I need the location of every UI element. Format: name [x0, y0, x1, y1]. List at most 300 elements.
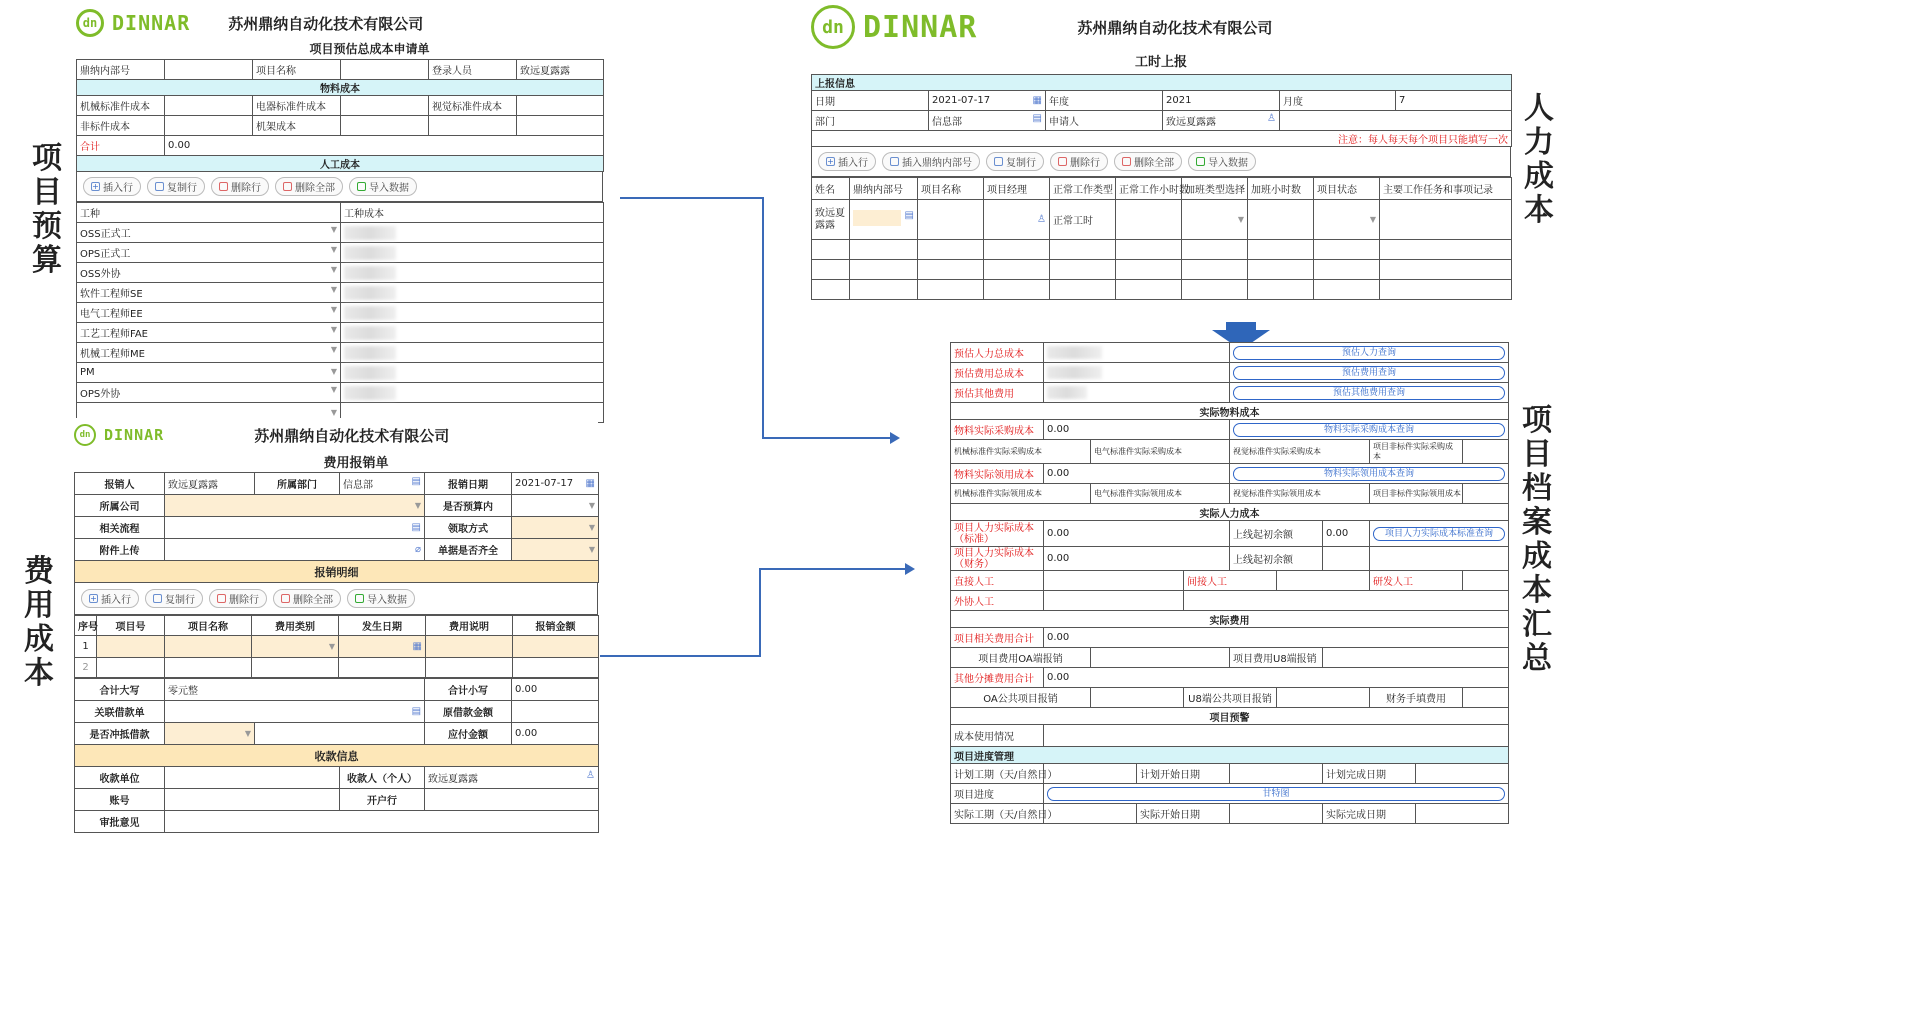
field-label: 外协人工 — [951, 591, 1044, 611]
dinnar-logo: dn DINNAR — [811, 5, 977, 49]
field-label: 相关流程 — [75, 517, 165, 539]
calendar-icon: ▦ — [585, 478, 595, 489]
archive-cost-form — [950, 342, 1508, 821]
field-label: 上线起初余额 — [1230, 521, 1323, 547]
chevron-down-icon: ▼ — [330, 285, 337, 294]
insert-row-button[interactable]: + 插入行 — [83, 177, 141, 196]
notice-text: 注意：每人每天每个项目只能填写一次 — [812, 131, 1512, 147]
calendar-icon: ▦ — [1032, 95, 1042, 106]
applicant-field[interactable]: 致远夏露露 ♙ — [1163, 111, 1280, 131]
field-label: 项目相关费用合计 — [951, 628, 1044, 648]
section-header: 实际费用 — [951, 611, 1509, 628]
section-header: 人工成本 — [77, 156, 604, 172]
field-label: 视觉标准件实际采购成本 — [1230, 440, 1370, 464]
field-label: 机械标准件成本 — [77, 96, 165, 116]
select-icon: ▤ — [904, 210, 914, 221]
delete-row-button[interactable]: 删除行 — [209, 589, 267, 608]
manager-cell[interactable] — [984, 200, 1050, 240]
field-value: 0.00 — [1044, 464, 1230, 484]
expense-detail-table — [74, 615, 599, 678]
field-label: 直接人工 — [951, 571, 1044, 591]
job-cost[interactable] — [341, 263, 604, 283]
column-header: 主要工作任务和事项记录 — [1380, 178, 1512, 200]
chevron-down-icon: ▼ — [414, 501, 421, 510]
field-label: 计划开始日期 — [1137, 764, 1230, 784]
date-field[interactable]: 2021-07-17 ▦ — [929, 91, 1046, 111]
purchase-cost-query-button[interactable]: 物料实际采购成本查询 — [1233, 423, 1505, 437]
import-data-button[interactable]: 导入数据 — [1188, 152, 1256, 171]
empty-cell — [517, 116, 604, 136]
dept-number-cell[interactable] — [850, 200, 918, 240]
job-select[interactable]: 机械工程师ME ▼ — [77, 343, 341, 363]
field-label: 视觉标准件实际领用成本 — [1230, 484, 1370, 504]
field-label: 部门 — [812, 111, 929, 131]
field-label: 非标件成本 — [77, 116, 165, 136]
field-value: 0.00 — [1044, 521, 1230, 547]
field-label: 成本使用情况 — [951, 725, 1044, 747]
delete-all-button[interactable]: 删除全部 — [275, 177, 343, 196]
job-cost[interactable] — [341, 343, 604, 363]
labor-toolbar — [811, 147, 1511, 177]
total-value: 0.00 — [165, 136, 604, 156]
field-label: 月度 — [1280, 91, 1396, 111]
name-cell[interactable]: 致远夏露露 — [812, 200, 850, 240]
hours-cell[interactable] — [1116, 200, 1182, 240]
category-cell[interactable] — [252, 636, 339, 658]
logo-mark-icon: dn — [74, 424, 96, 446]
chevron-down-icon: ▼ — [588, 523, 595, 532]
user-icon: ♙ — [586, 770, 596, 781]
job-select[interactable]: OPS正式工 ▼ — [77, 243, 341, 263]
offset-select[interactable] — [165, 723, 255, 745]
field-label: 账号 — [75, 789, 165, 811]
empty-cell — [429, 116, 517, 136]
total-label: 合计 — [77, 136, 165, 156]
logo-mark-icon: dn — [76, 9, 104, 37]
arrow-right-icon — [905, 563, 915, 575]
labor-header — [811, 2, 1511, 52]
field-label: 其他分摊费用合计 — [951, 668, 1044, 688]
task-record-cell[interactable] — [1380, 200, 1512, 240]
trash-icon — [281, 594, 290, 603]
column-header: 加班小时数 — [1248, 178, 1314, 200]
paperclip-icon: ⌀ — [414, 544, 421, 555]
query-cell — [1230, 363, 1509, 383]
field-label: 预估费用总成本 — [951, 363, 1044, 383]
chevron-down-icon: ▼ — [1237, 215, 1244, 224]
field-input[interactable] — [341, 60, 429, 80]
status-cell[interactable] — [1314, 200, 1380, 240]
chevron-down-icon: ▼ — [330, 325, 337, 334]
form-title: 费用报销单 — [323, 456, 389, 471]
copy-row-button[interactable]: 复制行 — [145, 589, 203, 608]
archive-table — [950, 342, 1509, 824]
field-label: 上线起初余额 — [1230, 547, 1323, 571]
estimate-labor-query-button[interactable]: 预估人力查询 — [1233, 346, 1505, 360]
budget-table — [76, 59, 604, 172]
estimate-other-query-button[interactable]: 预估其他费用查询 — [1233, 386, 1505, 400]
field-label: 视觉标准件成本 — [429, 96, 517, 116]
trash-icon — [217, 594, 226, 603]
field-label: 所属部门 — [255, 473, 340, 495]
job-select[interactable]: OSS正式工 ▼ — [77, 223, 341, 243]
job-cost[interactable] — [341, 363, 604, 383]
calendar-icon: ▦ — [412, 641, 422, 652]
field-value: 0.00 — [1044, 668, 1509, 688]
field-label: 研发人工 — [1370, 571, 1463, 591]
complete-select[interactable] — [512, 539, 599, 561]
field-label: 项目人力实际成本（标准） — [951, 521, 1044, 547]
field-label: 项目进度 — [951, 784, 1044, 804]
dinnar-logo: dn DINNAR — [74, 424, 164, 446]
field-label: 计划完成日期 — [1323, 764, 1416, 784]
chevron-down-icon: ▼ — [330, 408, 337, 417]
chevron-down-icon: ▼ — [330, 367, 337, 376]
form-title: 项目预估总成本申请单 — [309, 42, 430, 56]
copy-icon — [994, 157, 1003, 166]
field-label: 间接人工 — [1184, 571, 1277, 591]
chevron-down-icon: ▼ — [244, 729, 251, 738]
chevron-down-icon: ▼ — [588, 545, 595, 554]
field-label: 项目名称 — [253, 60, 341, 80]
payable-value: 0.00 — [512, 723, 599, 745]
form-title: 工时上报 — [1134, 55, 1187, 70]
expense-form — [74, 418, 598, 829]
plus-icon: + — [90, 594, 97, 603]
field-value[interactable]: 致远夏露露 — [165, 473, 255, 495]
connector-line — [762, 437, 892, 439]
job-select[interactable]: 电气工程师EE ▼ — [77, 303, 341, 323]
plan-end-field[interactable] — [1416, 764, 1509, 784]
estimate-value — [1044, 363, 1230, 383]
field-label: 预估人力总成本 — [951, 343, 1044, 363]
dept-field[interactable]: 信息部 ▤ — [929, 111, 1046, 131]
expense-toolbar — [74, 583, 598, 615]
field-label: 项目费用OA端报销 — [951, 648, 1091, 668]
section-header: 收款信息 — [75, 745, 599, 767]
chevron-down-icon: ▼ — [328, 642, 335, 651]
field-label: 实际开始日期 — [1137, 804, 1230, 824]
field-label: 机械标准件实际领用成本 — [951, 484, 1091, 504]
expense-table — [74, 472, 599, 583]
process-field[interactable] — [165, 517, 425, 539]
field-label: 报销人 — [75, 473, 165, 495]
field-label: 是否预算内 — [425, 495, 512, 517]
row-number: 2 — [75, 658, 97, 678]
field-value: 0.00 — [1323, 521, 1370, 547]
arrow-right-icon — [890, 432, 900, 444]
connector-line — [620, 197, 763, 199]
actual-start-field[interactable] — [1230, 804, 1323, 824]
section-header: 上报信息 — [812, 75, 1512, 91]
company-name: 苏州鼎纳自动化技术有限公司 — [228, 14, 424, 33]
import-icon — [357, 182, 366, 191]
side-label-archive: 项目档案成本汇总 — [1522, 403, 1552, 676]
date-cell[interactable] — [339, 636, 426, 658]
connector-line — [600, 655, 760, 657]
field-label: 计划工期（天/自然日） — [951, 764, 1044, 784]
chevron-down-icon: ▼ — [330, 345, 337, 354]
query-cell — [1230, 343, 1509, 363]
overtime-hours-cell[interactable] — [1248, 200, 1314, 240]
chevron-down-icon: ▼ — [588, 501, 595, 510]
field-label: 电器标准件成本 — [253, 96, 341, 116]
labor-detail-table — [811, 177, 1512, 300]
field-label: 电气标准件实际领用成本 — [1091, 484, 1230, 504]
field-value[interactable]: 致远夏露露 — [517, 60, 604, 80]
field-input[interactable] — [341, 116, 429, 136]
loan-field[interactable] — [165, 701, 425, 723]
side-label-expense: 费用成本 — [24, 554, 54, 691]
field-value: 0.00 — [1044, 628, 1509, 648]
section-header: 项目进度管理 — [951, 747, 1509, 764]
job-select[interactable]: 软件工程师SE ▼ — [77, 283, 341, 303]
project-name-cell[interactable] — [165, 636, 252, 658]
dept-field[interactable]: 信息部 ▤ — [340, 473, 425, 495]
company-name: 苏州鼎纳自动化技术有限公司 — [254, 426, 450, 445]
chevron-down-icon: ▼ — [330, 245, 337, 254]
job-cost[interactable] — [341, 323, 604, 343]
field-label: 审批意见 — [75, 811, 165, 833]
field-label: 鼎纳内部号 — [77, 60, 165, 80]
delete-row-button[interactable]: 删除行 — [1050, 152, 1108, 171]
chevron-down-icon: ▼ — [330, 305, 337, 314]
attachment-field[interactable] — [165, 539, 425, 561]
job-select[interactable]: OSS外协 ▼ — [77, 263, 341, 283]
field-label: 实际工期（天/自然日） — [951, 804, 1044, 824]
field-label: 所属公司 — [75, 495, 165, 517]
field-label: 预估其他费用 — [951, 383, 1044, 403]
import-icon — [355, 594, 364, 603]
import-icon — [1196, 157, 1205, 166]
field-label: 登录人员 — [429, 60, 517, 80]
job-cost[interactable] — [341, 283, 604, 303]
field-label: 合计小写 — [425, 679, 512, 701]
field-label: 应付金额 — [425, 723, 512, 745]
section-header: 实际物料成本 — [951, 403, 1509, 420]
estimate-expense-query-button[interactable]: 预估费用查询 — [1233, 366, 1505, 380]
field-label: 领取方式 — [425, 517, 512, 539]
delete-all-button[interactable]: 删除全部 — [1114, 152, 1182, 171]
delete-all-button[interactable]: 删除全部 — [273, 589, 341, 608]
column-header: 发生日期 — [339, 616, 426, 636]
empty-cell — [1280, 111, 1512, 131]
field-label: 机架成本 — [253, 116, 341, 136]
payee-field[interactable]: 致远夏露露 ♙ — [425, 767, 599, 789]
field-label: 物料实际领用成本 — [951, 464, 1044, 484]
logo-mark-icon: dn — [811, 5, 855, 49]
orig-loan-field[interactable] — [512, 701, 599, 723]
estimate-value — [1044, 383, 1230, 403]
labor-cost-table — [76, 202, 604, 423]
copy-icon — [155, 182, 164, 191]
budget-toolbar — [76, 172, 603, 202]
field-label: 物料实际采购成本 — [951, 420, 1044, 440]
insert-dept-number-button[interactable]: 插入鼎纳内部号 — [882, 152, 980, 171]
expense-summary-table — [74, 678, 599, 833]
job-select[interactable]: 工艺工程师FAE ▼ — [77, 323, 341, 343]
column-header: 工种成本 — [341, 203, 604, 223]
field-label: 项目人力实际成本（财务） — [951, 547, 1044, 571]
user-icon: ♙ — [1037, 214, 1046, 225]
trash-icon — [1122, 157, 1131, 166]
field-label: 申请人 — [1046, 111, 1163, 131]
column-header: 费用类别 — [252, 616, 339, 636]
budget-select[interactable] — [512, 495, 599, 517]
job-select[interactable]: OPS外协 ▼ — [77, 383, 341, 403]
field-label: 机械标准件实际采购成本 — [951, 440, 1091, 464]
column-header: 项目经理 — [984, 178, 1050, 200]
column-header: 项目状态 — [1314, 178, 1380, 200]
method-select[interactable] — [512, 517, 599, 539]
insert-row-button[interactable]: + 插入行 — [818, 152, 876, 171]
trash-icon — [283, 182, 292, 191]
chevron-down-icon: ▼ — [1369, 215, 1376, 224]
side-label-budget: 项目预算 — [32, 141, 62, 278]
chevron-down-icon: ▼ — [330, 385, 337, 394]
bank-field[interactable] — [425, 789, 599, 811]
column-header: 姓名 — [812, 178, 850, 200]
plus-icon: + — [92, 182, 99, 191]
column-header: 序号 — [75, 616, 97, 636]
id-card-icon: ▤ — [1032, 113, 1042, 124]
labor-report-form — [811, 2, 1511, 322]
field-label: 是否冲抵借款 — [75, 723, 165, 745]
field-label: 电气标准件实际采购成本 — [1091, 440, 1230, 464]
field-input[interactable] — [341, 96, 429, 116]
section-header: 项目预警 — [951, 708, 1509, 725]
insert-icon — [890, 157, 899, 166]
column-header: 正常工作小时数 — [1116, 178, 1182, 200]
column-header: 项目名称 — [918, 178, 984, 200]
plan-start-field[interactable] — [1230, 764, 1323, 784]
description-cell[interactable] — [426, 636, 513, 658]
column-header: 工种 — [77, 203, 341, 223]
field-label: 实际完成日期 — [1323, 804, 1416, 824]
copy-icon — [153, 594, 162, 603]
field-value[interactable]: 2021 — [1163, 91, 1280, 111]
date-field[interactable]: 2021-07-17 ▦ — [512, 473, 599, 495]
field-label: 报销日期 — [425, 473, 512, 495]
column-header: 项目名称 — [165, 616, 252, 636]
field-label: 单据是否齐全 — [425, 539, 512, 561]
import-data-button[interactable]: 导入数据 — [349, 177, 417, 196]
side-label-labor: 人力成本 — [1524, 91, 1554, 228]
field-value[interactable]: 7 — [1396, 91, 1512, 111]
actual-duration-field[interactable] — [1044, 804, 1137, 824]
account-field[interactable] — [165, 789, 340, 811]
field-value: 0.00 — [1044, 547, 1230, 571]
overtime-type-cell[interactable] — [1182, 200, 1248, 240]
document-icon: ▤ — [411, 522, 421, 533]
field-label: 年度 — [1046, 91, 1163, 111]
field-label: U8端公共项目报销 — [1184, 688, 1277, 708]
insert-row-button[interactable]: + 插入行 — [81, 589, 139, 608]
field-label: 开户行 — [340, 789, 425, 811]
labor-standard-query-button[interactable]: 项目人力实际成本标准查询 — [1373, 527, 1505, 541]
connector-line — [759, 568, 907, 570]
column-header: 正常工作类型 — [1050, 178, 1116, 200]
gantt-chart-button[interactable]: 甘特图 — [1047, 787, 1505, 801]
estimate-value — [1044, 343, 1230, 363]
trash-icon — [1058, 157, 1067, 166]
field-label: 合计大写 — [75, 679, 165, 701]
column-header: 报销金额 — [513, 616, 599, 636]
field-label: 原借款金额 — [425, 701, 512, 723]
field-label: 项目非标件实际领用成本 — [1370, 484, 1463, 504]
row-number: 1 — [75, 636, 97, 658]
field-input[interactable] — [165, 116, 253, 136]
plan-duration-field[interactable] — [1044, 764, 1137, 784]
connector-line — [762, 197, 764, 439]
field-label: 收款单位 — [75, 767, 165, 789]
column-header: 项目号 — [97, 616, 165, 636]
chevron-down-icon: ▼ — [330, 265, 337, 274]
user-icon: ♙ — [1267, 113, 1276, 124]
connector-line — [759, 568, 761, 657]
project-number-cell[interactable] — [97, 636, 165, 658]
section-header: 物料成本 — [77, 80, 604, 96]
copy-row-button[interactable]: 复制行 — [147, 177, 205, 196]
document-icon: ▤ — [411, 706, 422, 717]
field-label: 附件上传 — [75, 539, 165, 561]
copy-row-button[interactable]: 复制行 — [986, 152, 1044, 171]
section-header: 实际人力成本 — [951, 504, 1509, 521]
field-input[interactable] — [165, 60, 253, 80]
company-select[interactable] — [165, 495, 425, 517]
section-header: 报销明细 — [75, 561, 599, 583]
total-small-value: 0.00 — [512, 679, 599, 701]
job-cost[interactable] — [341, 243, 604, 263]
column-header: 鼎纳内部号 — [850, 178, 918, 200]
field-value: 0.00 — [1044, 420, 1230, 440]
receive-cost-query-button[interactable]: 物料实际领用成本查询 — [1233, 467, 1505, 481]
actual-end-field[interactable] — [1416, 804, 1509, 824]
expense-header — [74, 418, 598, 452]
field-label: 日期 — [812, 91, 929, 111]
field-label: 项目非标件实际采购成本 — [1370, 440, 1463, 464]
work-type-cell[interactable]: 正常工时 — [1050, 200, 1116, 240]
field-label: OA公共项目报销 — [951, 688, 1091, 708]
company-name: 苏州鼎纳自动化技术有限公司 — [1077, 18, 1273, 37]
job-select[interactable]: PM ▼ — [77, 363, 341, 383]
id-card-icon: ▤ — [411, 476, 421, 487]
payee-unit-field[interactable] — [165, 767, 340, 789]
field-label: 收款人（个人） — [340, 767, 425, 789]
dinnar-logo: dn DINNAR — [76, 9, 190, 37]
approval-field[interactable] — [165, 811, 599, 833]
trash-icon — [219, 182, 228, 191]
labor-info-table — [811, 74, 1512, 147]
job-cost[interactable] — [341, 303, 604, 323]
chevron-down-icon: ▼ — [330, 225, 337, 234]
amount-cell[interactable] — [513, 636, 599, 658]
job-cost[interactable] — [341, 223, 604, 243]
field-label: 关联借款单 — [75, 701, 165, 723]
field-input[interactable] — [517, 96, 604, 116]
delete-row-button[interactable]: 删除行 — [211, 177, 269, 196]
query-cell — [1230, 383, 1509, 403]
field-label: 财务手填费用 — [1370, 688, 1463, 708]
field-input[interactable] — [165, 96, 253, 116]
import-data-button[interactable]: 导入数据 — [347, 589, 415, 608]
total-big-value: 零元整 — [165, 679, 425, 701]
field-label: 项目费用U8端报销 — [1230, 648, 1323, 668]
plus-icon: + — [827, 157, 834, 166]
column-header: 费用说明 — [426, 616, 513, 636]
project-name-cell[interactable] — [918, 200, 984, 240]
job-cost[interactable] — [341, 383, 604, 403]
